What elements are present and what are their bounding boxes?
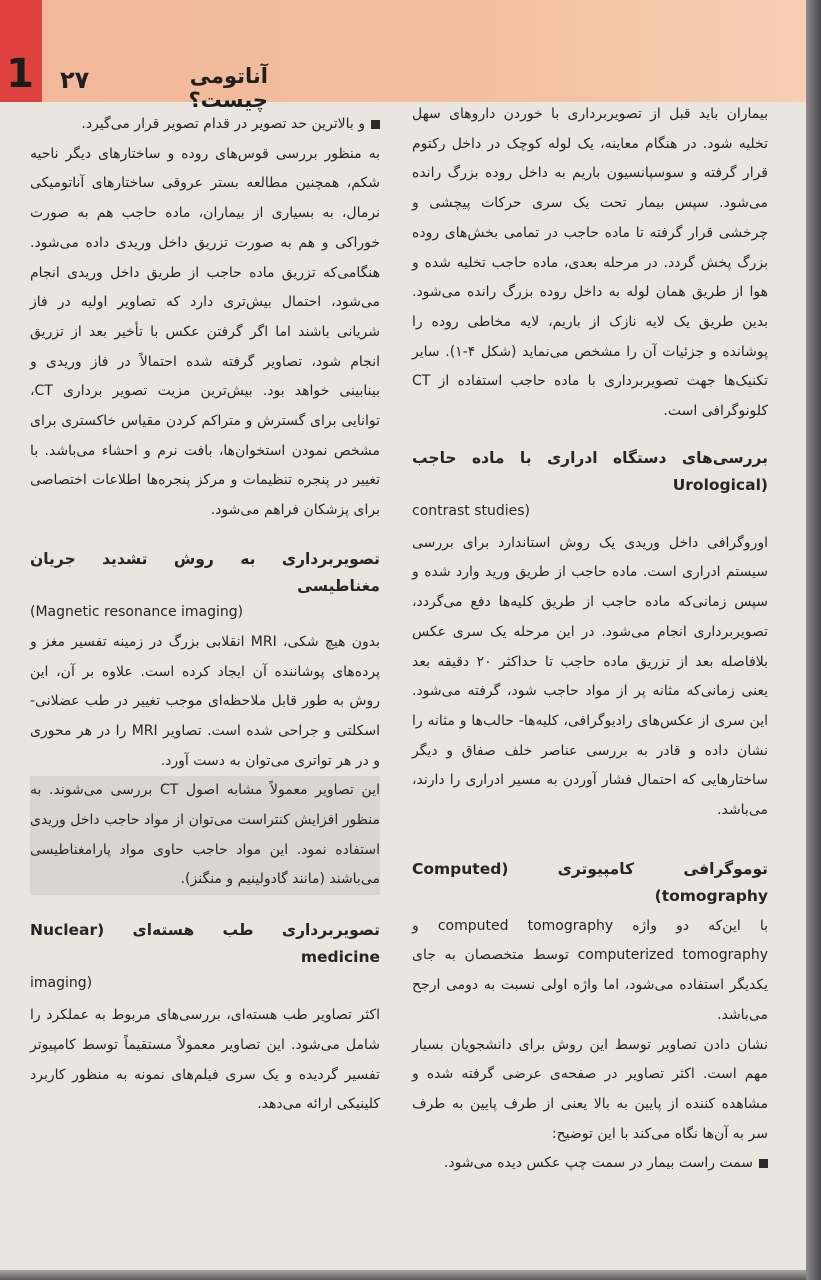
heading-nuclear: تصویربرداری طب هسته‌ای (Nuclear medicine [30, 921, 380, 967]
paragraph-ct-contrast: به منظور بررسی قوس‌های روده و ساختارهای دیگر ناحیه شکم، همچنین مطالعه بستر عروقی ساختارهای آناتومیکی نرمال، به بسیاری از بیماران، ماده حاجب هم به صورت خوراکی و هم به صورت تزریق داخل وریدی داده می‌شود. هنگامی‌که تزریق ماده حاجب از طریق داخل وریدی انجام می‌شود، احتمال بیش‌تری دارد که تصاویر اولیه در فاز شریانی باشند اما اگر گرفتن عکس با تأخیر بعد از تزریق انجام شود، تصاویر گرفته شده احتمالاً در فاز وریدی و بینابینی خواهد بود. بیش‌ترین مزیت تصویر برداری CT، توانایی برای گسترش و متراکم کردن مقیاس خاکستری برای مشخص نمودن استخوان‌ها، بافت نرم و احشاء می‌باشد. با تغییر در پنجره تنظیمات و مرکز پنجره‌ها اطلاعات اختصاصی برای پزشکان فراهم می‌شود. [30, 145, 380, 519]
bullet-right-side-text: سمت راست بیمار در سمت چپ عکس دیده می‌شود. [443, 1155, 753, 1172]
paragraph-barium-enema: بیماران باید قبل از تصویربرداری با خوردن داروهای سهل تخلیه شود. در هنگام معاینه، یک لوله کوچک در داخل رکتوم قرار گرفته و سوسپانسیون باریم به داخل روده بزرگ رانده می‌شود. سپس بیمار تحت یک سری حرکات پیچشی و چرخشی قرار گرفته تا ماده حاجب در تمامی بخش‌های روده بزرگ پخش گردد. در مرحله بعدی، ماده حاجب تخلیه شده و هوا از طریق همان لوله به داخل روده بزرگ رانده می‌شود. بدین طریق یک لایه نازک از باریم، لایه مخاطی روده را پوشانده و جزئیات آن را مشخص می‌نماید (شکل ۴-۱). سایر تکنیک‌ها جهت تصویربرداری با ماده حاجب استفاده از CT کلونوگرافی است. [412, 106, 768, 420]
chapter-tab [0, 0, 42, 102]
paragraph-mri: بدون هیچ شکی، MRI انقلابی بزرگ در زمینه تفسیر مغز و پرده‌های پوشاننده آن ایجاد کرده است. علاوه بر آن، این روش به طور قابل ملاحظه‌ای موجب تغییر در طب عضلانی- اسکلتی و جراحی شده است. تصاویر MRI را در هر محوری و در هر تواتری می‌توان به دست آورد. [30, 633, 381, 769]
bullet-square-icon [371, 120, 380, 129]
bullet-square-icon [759, 1159, 768, 1168]
heading-mri-en: (Magnetic resonance imaging) [30, 603, 244, 620]
heading-urological: بررسی‌های دستگاه ادراری با ماده حاجب (Urological [412, 448, 768, 494]
bullet-upper-limit-text: و بالاترین حد تصویر در قدام تصویر قرار می‌گیرد. [81, 116, 365, 132]
paragraph-urography: اوروگرافی داخل وریدی یک روش استاندارد برای بررسی سیستم ادراری است. ماده حاجب از طریق ورید وارد شده و سپس زمانی‌که ماده حاجب از طریق کلیه‌ها دفع می‌گردد، تصویربرداری انجام می‌شود. در این مرحله یک سری عکس بلافاصله بعد از تزریق ماده حاجب تا حداکثر ۲۰ دقیقه بعد یعنی زمانی‌که مثانه پر از مواد حاجب شود، گرفته می‌شود. این سری از عکس‌های رادیوگرافی، کلیه‌ها- حالب‌ها و مثانه را نشان داده و قادر به بررسی عناصر خلف صفاق و دیگر ساختارهایی که احتمال فشار آوردن به مسیر ادراری را دارند، می‌باشد. [412, 534, 769, 819]
chapter-title: آناتومی چیست؟ [188, 64, 268, 112]
heading-mri: تصویربرداری به روش تشدید جریان مغناطیسی [30, 549, 380, 595]
heading-ct: توموگرافی کامپیوتری (Computed tomography) [412, 859, 768, 905]
heading-nuclear-en: imaging) [30, 975, 93, 992]
right-column [412, 100, 768, 1179]
heading-urological-en: contrast studies) [412, 502, 530, 519]
page-bottom-edge [0, 1270, 806, 1280]
page-number: ۲۷ [60, 66, 90, 94]
paragraph-mri-contrast: این تصاویر معمولاً مشابه اصول CT بررسی می‌شوند. به منظور افزایش کنتراست می‌توان از مواد حاجب داخل وریدی استفاده نمود. این مواد حاجب حاوی مواد پارامغناطیسی می‌باشند (مانند گادولینیم و منگنز). [30, 776, 380, 895]
bullet-upper-limit [30, 110, 380, 140]
book-gutter-shadow [806, 0, 821, 1280]
chapter-number: 1 [6, 51, 34, 97]
paragraph-nuclear: اکثر تصاویر طب هسته‌ای، بررسی‌های مربوط به عملکرد را شامل می‌شود. این تصاویر معمولاً مستقیماً توسط کامپیوتر تفسیر گردیده و یک سری فیلم‌های نمونه به منظور کاربرد کلینیکی ارائه می‌دهد. [30, 1007, 380, 1113]
left-column [30, 110, 380, 1120]
bullet-right-side [412, 1149, 768, 1179]
paragraph-ct-terms: با این‌که دو واژه computed tomography و computerized tomography توسط متخصصان به جای یکدیگر استفاده می‌شود، اما واژه اولی نسبت به دومی ارجح می‌باشد. [412, 917, 768, 1023]
paragraph-ct-orientation: نشان دادن تصاویر توسط این روش برای دانشجویان بسیار مهم است. اکثر تصاویر در صفحه‌ی عرضی گرفته شده و مشاهده کننده از پایین به بالا یعنی از طرف پایین به طرف سر به آن‌ها نگاه می‌کند با این توضیح: [412, 1036, 768, 1142]
